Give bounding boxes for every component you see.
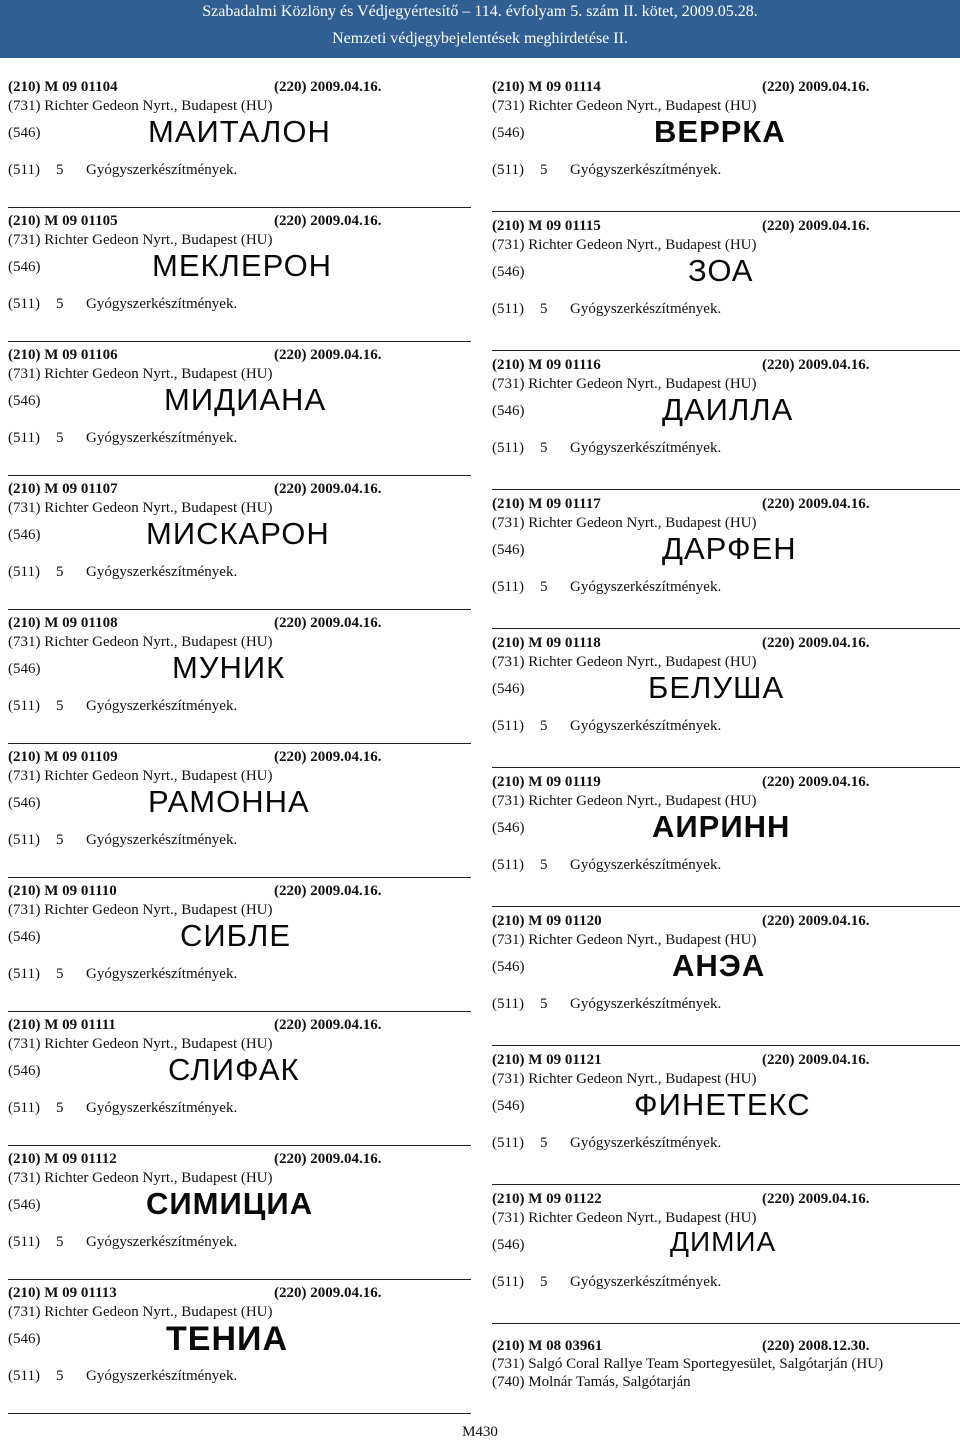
filing-date: (220) 2009.04.16. — [274, 213, 382, 229]
application-number: (210) M 09 01119 — [492, 774, 601, 790]
code-546: (546) — [492, 820, 525, 836]
filing-date: (220) 2009.04.16. — [762, 1052, 870, 1068]
nice-class: 5 — [56, 162, 64, 178]
trademark-entry — [8, 1148, 471, 1280]
goods-description: Gyógyszerkészítmények. — [86, 430, 238, 446]
goods-description: Gyógyszerkészítmények. — [570, 301, 722, 317]
filing-date: (220) 2009.04.16. — [274, 615, 382, 631]
trademark-entry — [492, 771, 960, 907]
nice-class: 5 — [56, 1368, 64, 1384]
nice-class: 5 — [540, 440, 548, 456]
left-column — [8, 76, 471, 1414]
application-number: (210) M 09 01109 — [8, 749, 118, 765]
applicant: (731) Richter Gedeon Nyrt., Budapest (HU) — [492, 654, 757, 670]
code-511: (511) — [8, 296, 40, 312]
filing-date: (220) 2009.04.16. — [274, 1017, 382, 1033]
representative: (740) Molnár Tamás, Salgótarján — [492, 1374, 691, 1390]
trademark-word: ДИМИА — [670, 1226, 777, 1257]
section-title: Nemzeti védjegybejelentések meghirdetése II. — [332, 30, 628, 47]
applicant: (731) Richter Gedeon Nyrt., Budapest (HU) — [8, 98, 273, 114]
trademark-entry — [8, 880, 471, 1012]
trademark-entry — [492, 1188, 960, 1324]
goods-description: Gyógyszerkészítmények. — [570, 718, 722, 734]
applicant: (731) Richter Gedeon Nyrt., Budapest (HU) — [492, 237, 757, 253]
code-546: (546) — [8, 929, 41, 945]
code-546: (546) — [492, 542, 525, 558]
trademark-entry — [492, 215, 960, 351]
goods-description: Gyógyszerkészítmények. — [86, 1368, 238, 1384]
trademark-word: БЕЛУША — [648, 670, 785, 705]
trademark-word: АИРИНН — [652, 809, 791, 844]
filing-date: (220) 2009.04.16. — [762, 79, 870, 95]
trademark-word: ТЕНИА — [166, 1320, 288, 1358]
code-546: (546) — [8, 1331, 41, 1347]
trademark-word: ФИНЕТЕКС — [634, 1087, 811, 1122]
filing-date: (220) 2009.04.16. — [762, 357, 870, 373]
page-number: M430 — [462, 1424, 498, 1440]
code-511: (511) — [492, 996, 524, 1012]
right-column — [492, 76, 960, 1390]
nice-class: 5 — [56, 430, 64, 446]
applicant: (731) Richter Gedeon Nyrt., Budapest (HU) — [8, 1170, 273, 1186]
filing-date: (220) 2009.04.16. — [274, 481, 382, 497]
code-511: (511) — [8, 966, 40, 982]
application-number: (210) M 09 01114 — [492, 79, 601, 95]
applicant: (731) Richter Gedeon Nyrt., Budapest (HU) — [492, 515, 757, 531]
goods-description: Gyógyszerkészítmények. — [86, 162, 238, 178]
applicant: (731) Richter Gedeon Nyrt., Budapest (HU) — [492, 932, 757, 948]
trademark-entry — [492, 632, 960, 768]
application-number: (210) M 09 01116 — [492, 357, 601, 373]
filing-date: (220) 2009.04.16. — [762, 218, 870, 234]
application-number: (210) M 09 01111 — [8, 1017, 116, 1033]
nice-class: 5 — [540, 162, 548, 178]
application-number: (210) M 09 01112 — [8, 1151, 117, 1167]
code-511: (511) — [492, 1135, 524, 1151]
nice-class: 5 — [540, 301, 548, 317]
trademark-word: АНЭА — [672, 948, 766, 983]
trademark-entry — [492, 493, 960, 629]
filing-date: (220) 2009.04.16. — [762, 1191, 870, 1207]
applicant: (731) Richter Gedeon Nyrt., Budapest (HU) — [8, 768, 273, 784]
application-number: (210) M 09 01120 — [492, 913, 602, 929]
code-546: (546) — [8, 393, 41, 409]
code-546: (546) — [8, 125, 41, 141]
code-511: (511) — [492, 440, 524, 456]
code-511: (511) — [8, 698, 40, 714]
code-546: (546) — [8, 1063, 41, 1079]
goods-description: Gyógyszerkészítmények. — [570, 996, 722, 1012]
trademark-entry — [8, 612, 471, 744]
goods-description: Gyógyszerkészítmények. — [570, 579, 722, 595]
nice-class: 5 — [56, 832, 64, 848]
nice-class: 5 — [540, 996, 548, 1012]
applicant: (731) Richter Gedeon Nyrt., Budapest (HU) — [492, 1071, 757, 1087]
nice-class: 5 — [540, 1135, 548, 1151]
code-511: (511) — [492, 301, 524, 317]
code-511: (511) — [492, 1274, 524, 1290]
code-511: (511) — [492, 162, 524, 178]
trademark-entry — [8, 210, 471, 342]
trademark-word: МИДИАНА — [164, 382, 327, 417]
code-511: (511) — [8, 430, 40, 446]
trademark-word: МИСКАРОН — [146, 516, 330, 551]
application-number: (210) M 09 01107 — [8, 481, 118, 497]
code-546: (546) — [8, 1197, 41, 1213]
goods-description: Gyógyszerkészítmények. — [86, 832, 238, 848]
applicant: (731) Richter Gedeon Nyrt., Budapest (HU) — [8, 1304, 273, 1320]
code-511: (511) — [492, 579, 524, 595]
applicant: (731) Richter Gedeon Nyrt., Budapest (HU) — [492, 98, 757, 114]
applicant: (731) Salgó Coral Rallye Team Sportegyesület, Salgótarján (HU) — [492, 1356, 884, 1372]
applicant: (731) Richter Gedeon Nyrt., Budapest (HU) — [8, 902, 273, 918]
application-number: (210) M 09 01118 — [492, 635, 601, 651]
application-number: (210) M 09 01117 — [492, 496, 601, 512]
nice-class: 5 — [56, 966, 64, 982]
nice-class: 5 — [56, 1100, 64, 1116]
trademark-word: СИМИЦИА — [146, 1186, 314, 1221]
nice-class: 5 — [56, 296, 64, 312]
trademark-word: СЛИФАК — [168, 1052, 300, 1087]
goods-description: Gyógyszerkészítmények. — [86, 1234, 238, 1250]
filing-date: (220) 2009.04.16. — [274, 79, 382, 95]
code-546: (546) — [8, 527, 41, 543]
goods-description: Gyógyszerkészítmények. — [86, 1100, 238, 1116]
filing-date: (220) 2009.04.16. — [274, 883, 382, 899]
code-546: (546) — [8, 661, 41, 677]
filing-date: (220) 2009.04.16. — [762, 635, 870, 651]
trademark-word: МЕКЛЕРОН — [152, 248, 333, 283]
nice-class: 5 — [540, 857, 548, 873]
trademark-word: ДАИЛЛА — [662, 392, 794, 427]
trademark-entry — [8, 1014, 471, 1146]
trademark-entry — [8, 1282, 471, 1414]
trademark-entry — [8, 76, 471, 208]
nice-class: 5 — [56, 698, 64, 714]
applicant: (731) Richter Gedeon Nyrt., Budapest (HU) — [8, 232, 273, 248]
goods-description: Gyógyszerkészítmények. — [86, 296, 238, 312]
goods-description: Gyógyszerkészítmények. — [86, 698, 238, 714]
goods-description: Gyógyszerkészítmények. — [570, 440, 722, 456]
application-number: (210) M 09 01108 — [8, 615, 118, 631]
code-511: (511) — [8, 832, 40, 848]
applicant: (731) Richter Gedeon Nyrt., Budapest (HU) — [8, 500, 273, 516]
code-511: (511) — [492, 857, 524, 873]
application-number: (210) M 09 01106 — [8, 347, 118, 363]
applicant: (731) Richter Gedeon Nyrt., Budapest (HU) — [492, 793, 757, 809]
code-546: (546) — [492, 125, 525, 141]
trademark-entry — [8, 344, 471, 476]
application-number: (210) M 09 01110 — [8, 883, 117, 899]
code-546: (546) — [492, 681, 525, 697]
code-511: (511) — [8, 1234, 40, 1250]
application-number: (210) M 09 01105 — [8, 213, 118, 229]
nice-class: 5 — [56, 1234, 64, 1250]
code-546: (546) — [492, 403, 525, 419]
goods-description: Gyógyszerkészítmények. — [86, 966, 238, 982]
goods-description: Gyógyszerkészítmények. — [570, 857, 722, 873]
filing-date: (220) 2009.04.16. — [762, 496, 870, 512]
nice-class: 5 — [540, 718, 548, 734]
trademark-word: ДАРФЕН — [662, 531, 797, 566]
nice-class: 5 — [540, 579, 548, 595]
code-546: (546) — [492, 264, 525, 280]
filing-date: (220) 2009.04.16. — [762, 913, 870, 929]
trademark-word: ЗОА — [688, 253, 754, 288]
trademark-word: ВЕРРКА — [654, 114, 786, 149]
trademark-entry — [492, 76, 960, 212]
filing-date: (220) 2009.04.16. — [274, 1151, 382, 1167]
trademark-entry-last — [492, 1327, 960, 1390]
trademark-word: СИБЛЕ — [180, 918, 292, 953]
code-511: (511) — [8, 1368, 40, 1384]
goods-description: Gyógyszerkészítmények. — [570, 1274, 722, 1290]
code-511: (511) — [492, 718, 524, 734]
code-511: (511) — [8, 162, 40, 178]
code-511: (511) — [8, 1100, 40, 1116]
application-number: (210) M 09 01115 — [492, 218, 601, 234]
applicant: (731) Richter Gedeon Nyrt., Budapest (HU) — [8, 634, 273, 650]
goods-description: Gyógyszerkészítmények. — [86, 564, 238, 580]
filing-date: (220) 2009.04.16. — [274, 1285, 382, 1301]
trademark-entry — [492, 1049, 960, 1185]
trademark-word: МАИТАЛОН — [148, 114, 331, 149]
filing-date: (220) 2009.04.16. — [274, 749, 382, 765]
nice-class: 5 — [540, 1274, 548, 1290]
goods-description: Gyógyszerkészítmények. — [570, 1135, 722, 1151]
code-546: (546) — [492, 959, 525, 975]
trademark-word: МУНИК — [172, 650, 286, 685]
code-546: (546) — [8, 795, 41, 811]
code-546: (546) — [492, 1237, 525, 1253]
application-number: (210) M 09 01122 — [492, 1191, 602, 1207]
filing-date: (220) 2009.04.16. — [762, 774, 870, 790]
applicant: (731) Richter Gedeon Nyrt., Budapest (HU) — [492, 1210, 757, 1226]
applicant: (731) Richter Gedeon Nyrt., Budapest (HU) — [8, 366, 273, 382]
application-number: (210) M 09 01113 — [8, 1285, 117, 1301]
goods-description: Gyógyszerkészítmények. — [570, 162, 722, 178]
filing-date: (220) 2008.12.30. — [762, 1338, 870, 1354]
code-546: (546) — [8, 259, 41, 275]
trademark-entry — [492, 354, 960, 490]
trademark-entry — [492, 910, 960, 1046]
code-511: (511) — [8, 564, 40, 580]
applicant: (731) Richter Gedeon Nyrt., Budapest (HU) — [492, 376, 757, 392]
application-number: (210) M 08 03961 — [492, 1338, 603, 1354]
trademark-entry — [8, 478, 471, 610]
trademark-word: РАМОННА — [148, 784, 310, 819]
application-number: (210) M 09 01121 — [492, 1052, 602, 1068]
application-number: (210) M 09 01104 — [8, 79, 118, 95]
code-546: (546) — [492, 1098, 525, 1114]
page-header — [0, 0, 960, 58]
trademark-entry — [8, 746, 471, 878]
nice-class: 5 — [56, 564, 64, 580]
filing-date: (220) 2009.04.16. — [274, 347, 382, 363]
journal-title: Szabadalmi Közlöny és Védjegyértesítő – 114. évfolyam 5. szám II. kötet, 2009.05.28. — [202, 3, 758, 20]
applicant: (731) Richter Gedeon Nyrt., Budapest (HU) — [8, 1036, 273, 1052]
